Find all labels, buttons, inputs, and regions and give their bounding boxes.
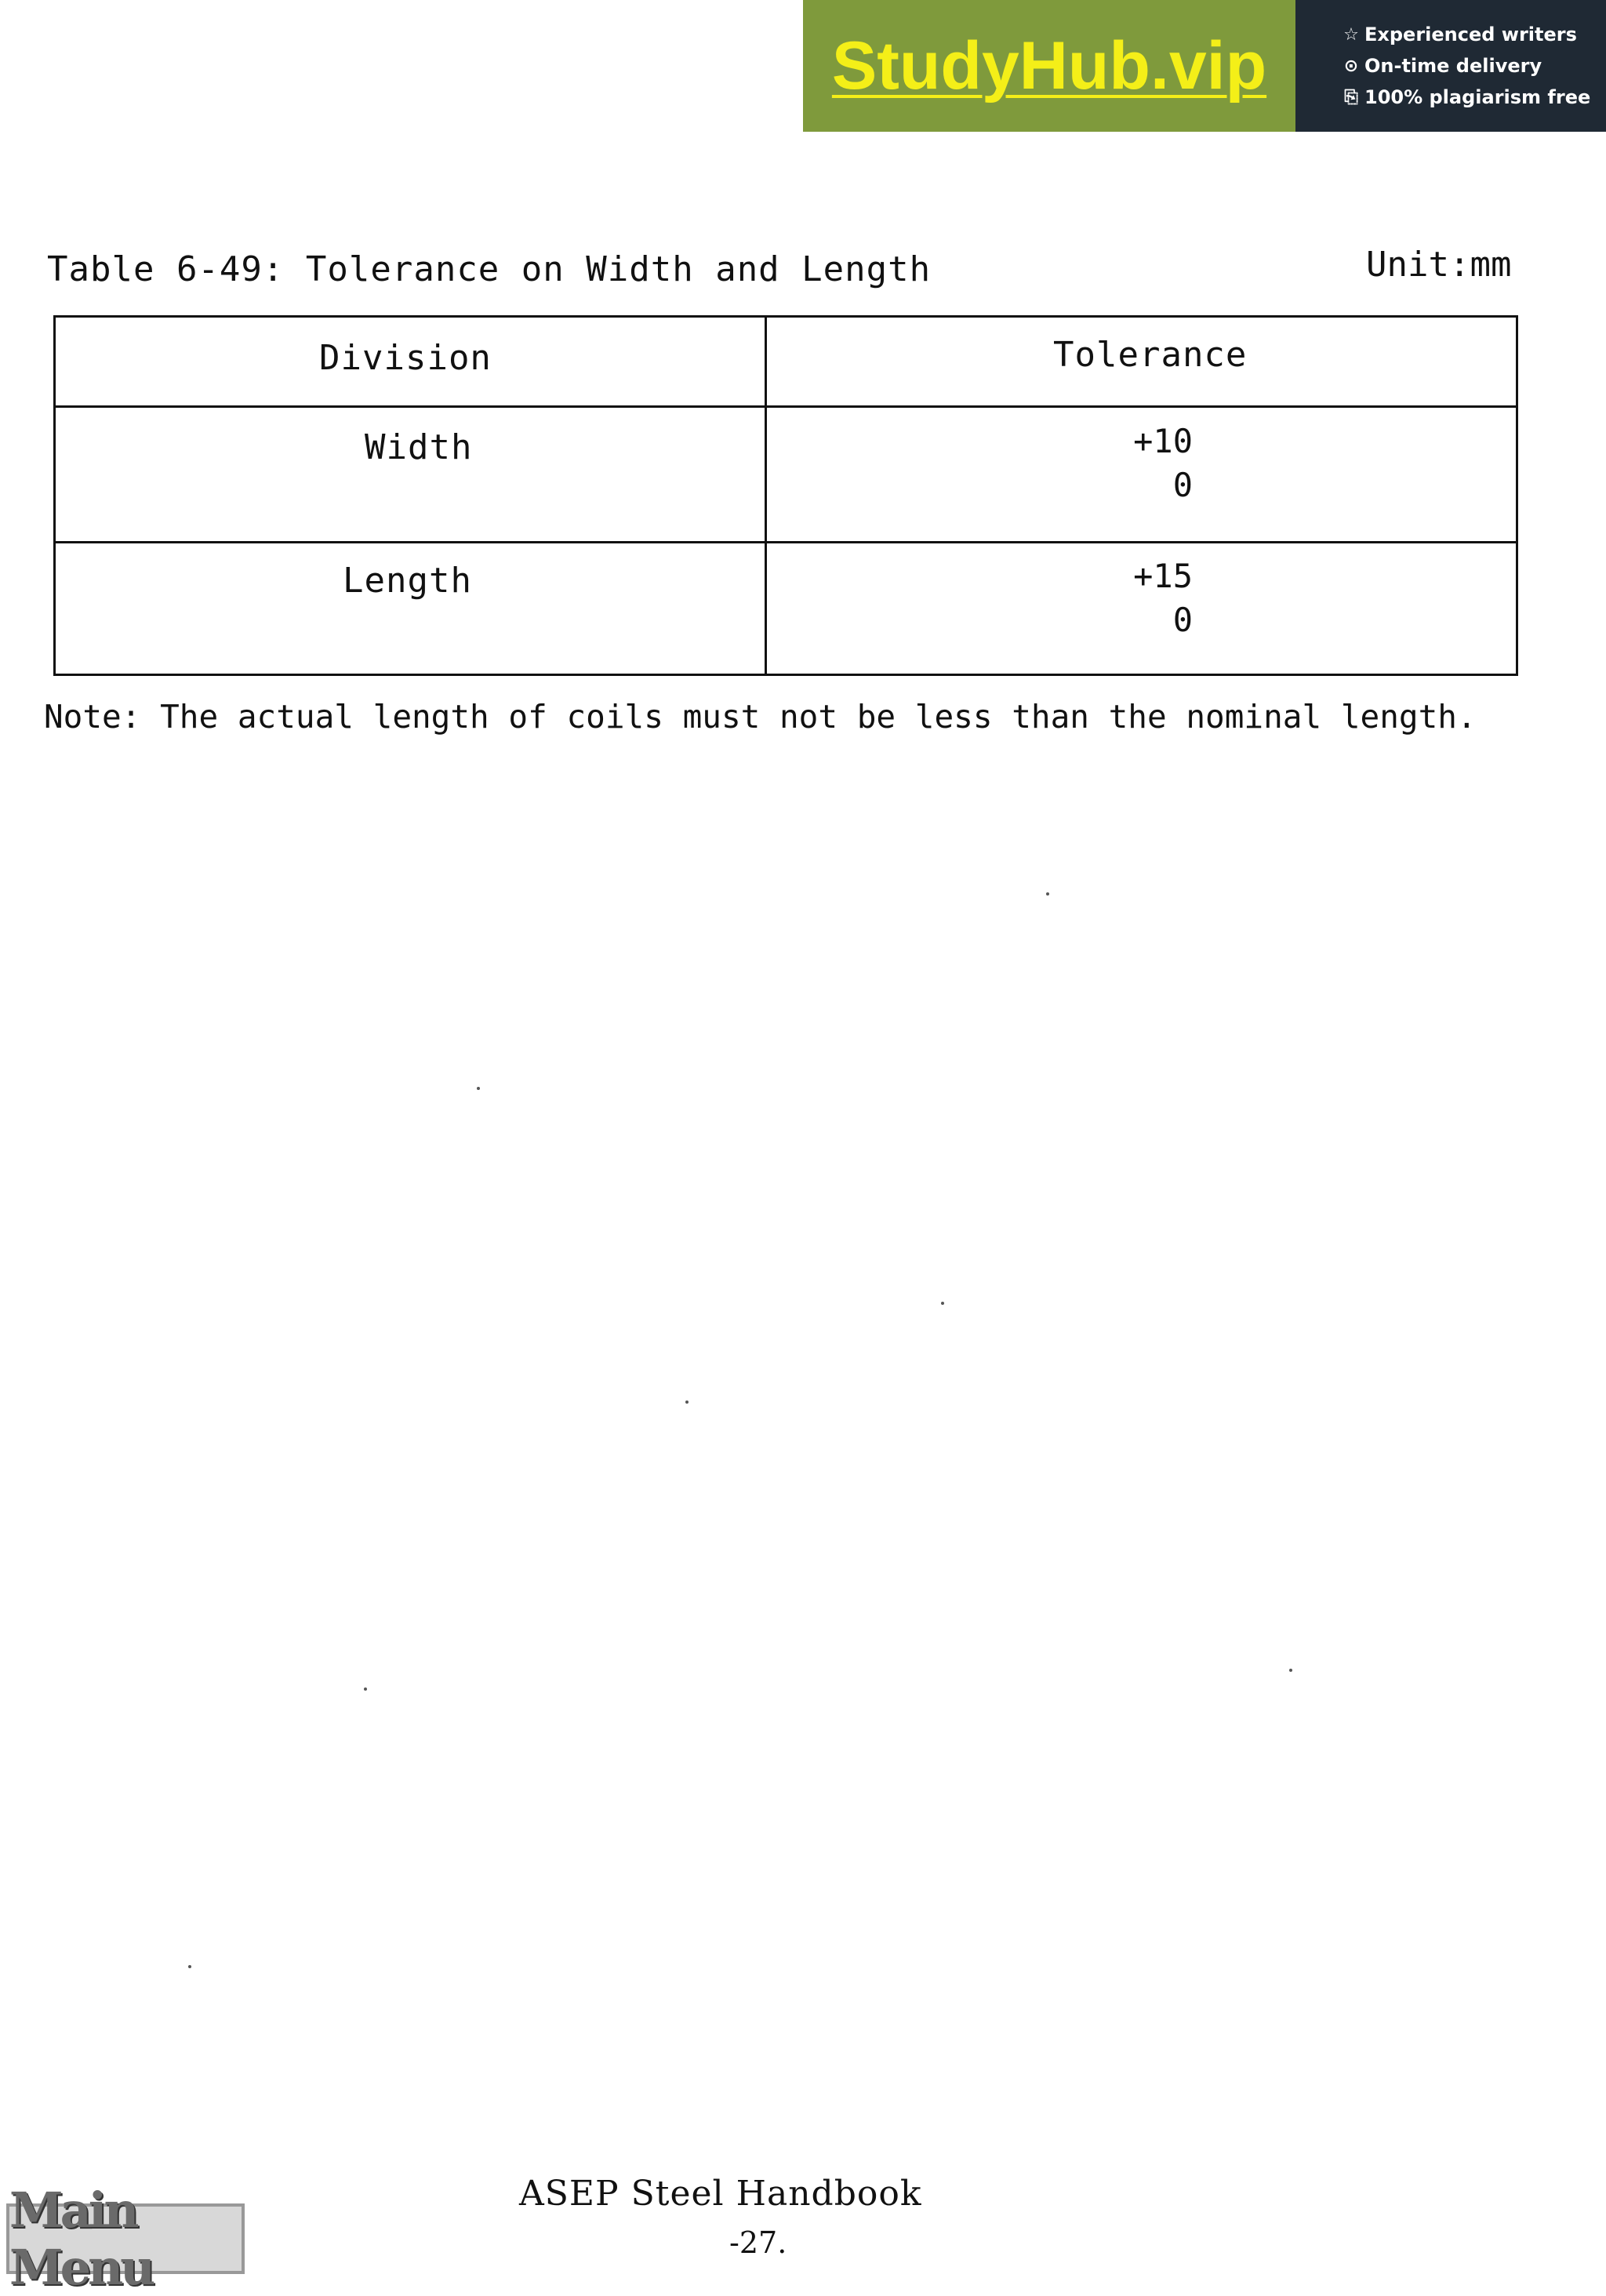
feature-label: On-time delivery (1364, 55, 1542, 77)
row-length-tolerance-upper: +15 (1133, 557, 1193, 595)
scan-speck (188, 1965, 191, 1968)
feature-on-time-delivery (1341, 55, 1606, 77)
row-length-division: Length (343, 561, 472, 601)
row-width-tolerance-upper: +10 (1133, 422, 1193, 460)
table-unit: Unit:mm (1366, 245, 1512, 285)
page-number: -27. (729, 2225, 787, 2260)
footer-book-title: ASEP Steel Handbook (519, 2174, 922, 2214)
row-length-tolerance-lower: 0 (1172, 601, 1193, 639)
star-icon: ☆ (1343, 24, 1359, 45)
scan-speck (1046, 892, 1049, 896)
column-divider (765, 318, 767, 674)
scan-speck (1289, 1669, 1292, 1672)
document-check-icon: ⎘ (1344, 87, 1358, 107)
table-note: Note: The actual length of coils must not be less than the nominal length. (44, 698, 1477, 736)
scan-speck (477, 1087, 480, 1090)
header-row-divider (56, 405, 1516, 408)
header-tolerance: Tolerance (1053, 335, 1248, 375)
row-width-tolerance-lower: 0 (1172, 466, 1193, 504)
scan-speck (941, 1302, 944, 1305)
row-divider (56, 541, 1516, 543)
table-title: Table 6-49: Tolerance on Width and Length (47, 249, 932, 289)
feature-plagiarism-free (1341, 86, 1606, 108)
banner-logo-panel[interactable] (803, 0, 1295, 132)
main-menu-button[interactable]: Main Menu (6, 2203, 245, 2274)
banner-features-panel (1295, 0, 1606, 132)
feature-label: 100% plagiarism free (1364, 86, 1591, 108)
feature-label: Experienced writers (1364, 24, 1577, 45)
tolerance-table (53, 315, 1518, 676)
header-division: Division (319, 338, 492, 378)
row-width-division: Width (365, 427, 473, 467)
scan-speck (364, 1687, 367, 1691)
feature-experienced-writers (1341, 24, 1606, 45)
studyhub-banner[interactable] (803, 0, 1606, 132)
clock-icon: ⊙ (1343, 56, 1359, 76)
scan-speck (685, 1400, 689, 1404)
studyhub-logo[interactable]: StudyHub.vip (831, 27, 1267, 104)
